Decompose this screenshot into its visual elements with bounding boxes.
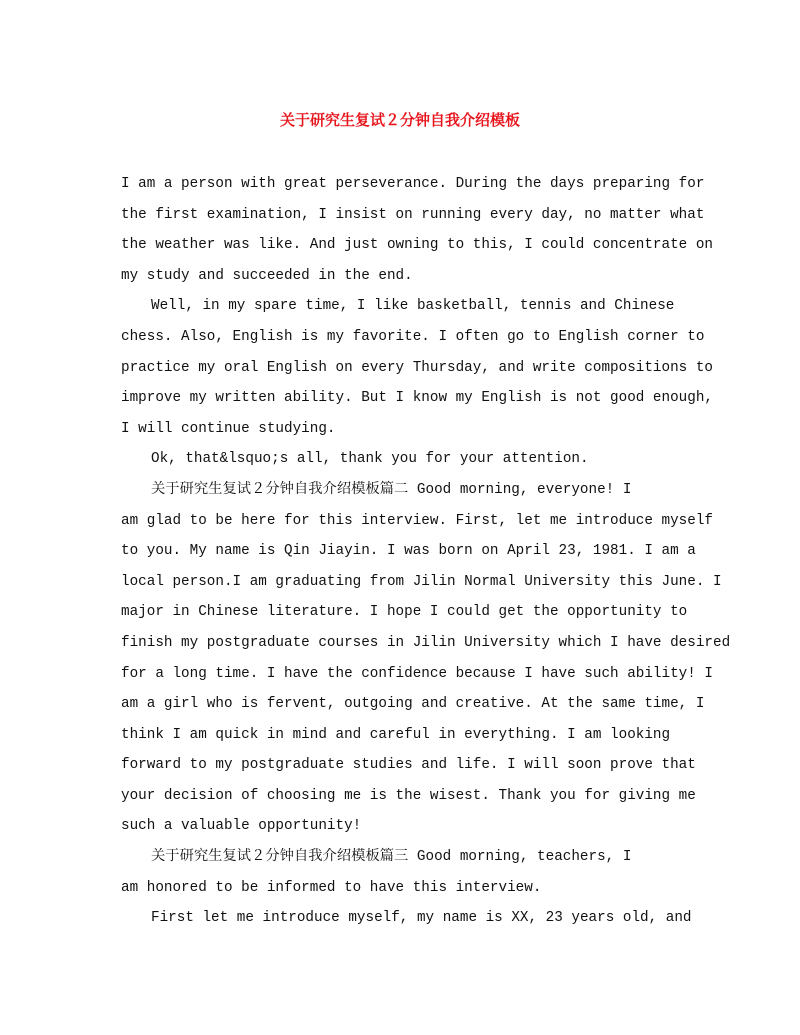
section-heading-line: 关于研究生复试２分钟自我介绍模板篇二 Good morning, everyone! I [151, 481, 632, 498]
text-line: I will continue studying. [121, 420, 336, 437]
text-line: finish my postgraduate courses in Jilin University which I have desired [121, 634, 731, 651]
text-line: improve my written ability. But I know my English is not good enough, [121, 390, 713, 407]
paragraph-start-line: Well, in my spare time, I like basketball, tennis and Chinese [151, 298, 675, 315]
text-line: major in Chinese literature. I hope I could get the opportunity to [121, 604, 688, 621]
text-line: such a valuable opportunity! [121, 818, 362, 835]
text-line: the first examination, I insist on running every day, no matter what [121, 206, 705, 223]
text-line: local person.I am graduating from Jilin Normal University this June. I [121, 573, 722, 590]
text-line: practice my oral English on every Thursday, and write compositions to [121, 359, 713, 376]
text-line: your decision of choosing me is the wisest. Thank you for giving me [121, 787, 696, 804]
document-body [121, 169, 731, 934]
text-line: am honored to be informed to have this interview. [121, 879, 542, 896]
text-line: chess. Also, English is my favorite. I often go to English corner to [121, 328, 705, 345]
text-line: my study and succeeded in the end. [121, 267, 413, 284]
text-line: am a girl who is fervent, outgoing and creative. At the same time, I [121, 696, 705, 713]
document-title: 关于研究生复试２分钟自我介绍模板 [279, 111, 520, 129]
section-heading-line: 关于研究生复试２分钟自我介绍模板篇三 Good morning, teachers, I [151, 849, 632, 866]
text-line: for a long time. I have the confidence because I have such ability! I [121, 665, 713, 682]
text-line: the weather was like. And just owning to this, I could concentrate on [121, 237, 713, 254]
text-line: I am a person with great perseverance. During the days preparing for [121, 176, 705, 192]
text-line: forward to my postgraduate studies and life. I will soon prove that [121, 757, 696, 774]
paragraph-start-line: Ok, that&lsquo;s all, thank you for your attention. [151, 451, 589, 468]
text-line: am glad to be here for this interview. First, let me introduce myself [121, 512, 713, 529]
text-line: to you. My name is Qin Jiayin. I was born on April 23, 1981. I am a [121, 543, 696, 560]
text-line: think I am quick in mind and careful in everything. I am looking [121, 726, 671, 743]
paragraph-start-line: First let me introduce myself, my name is XX, 23 years old, and [151, 910, 692, 927]
